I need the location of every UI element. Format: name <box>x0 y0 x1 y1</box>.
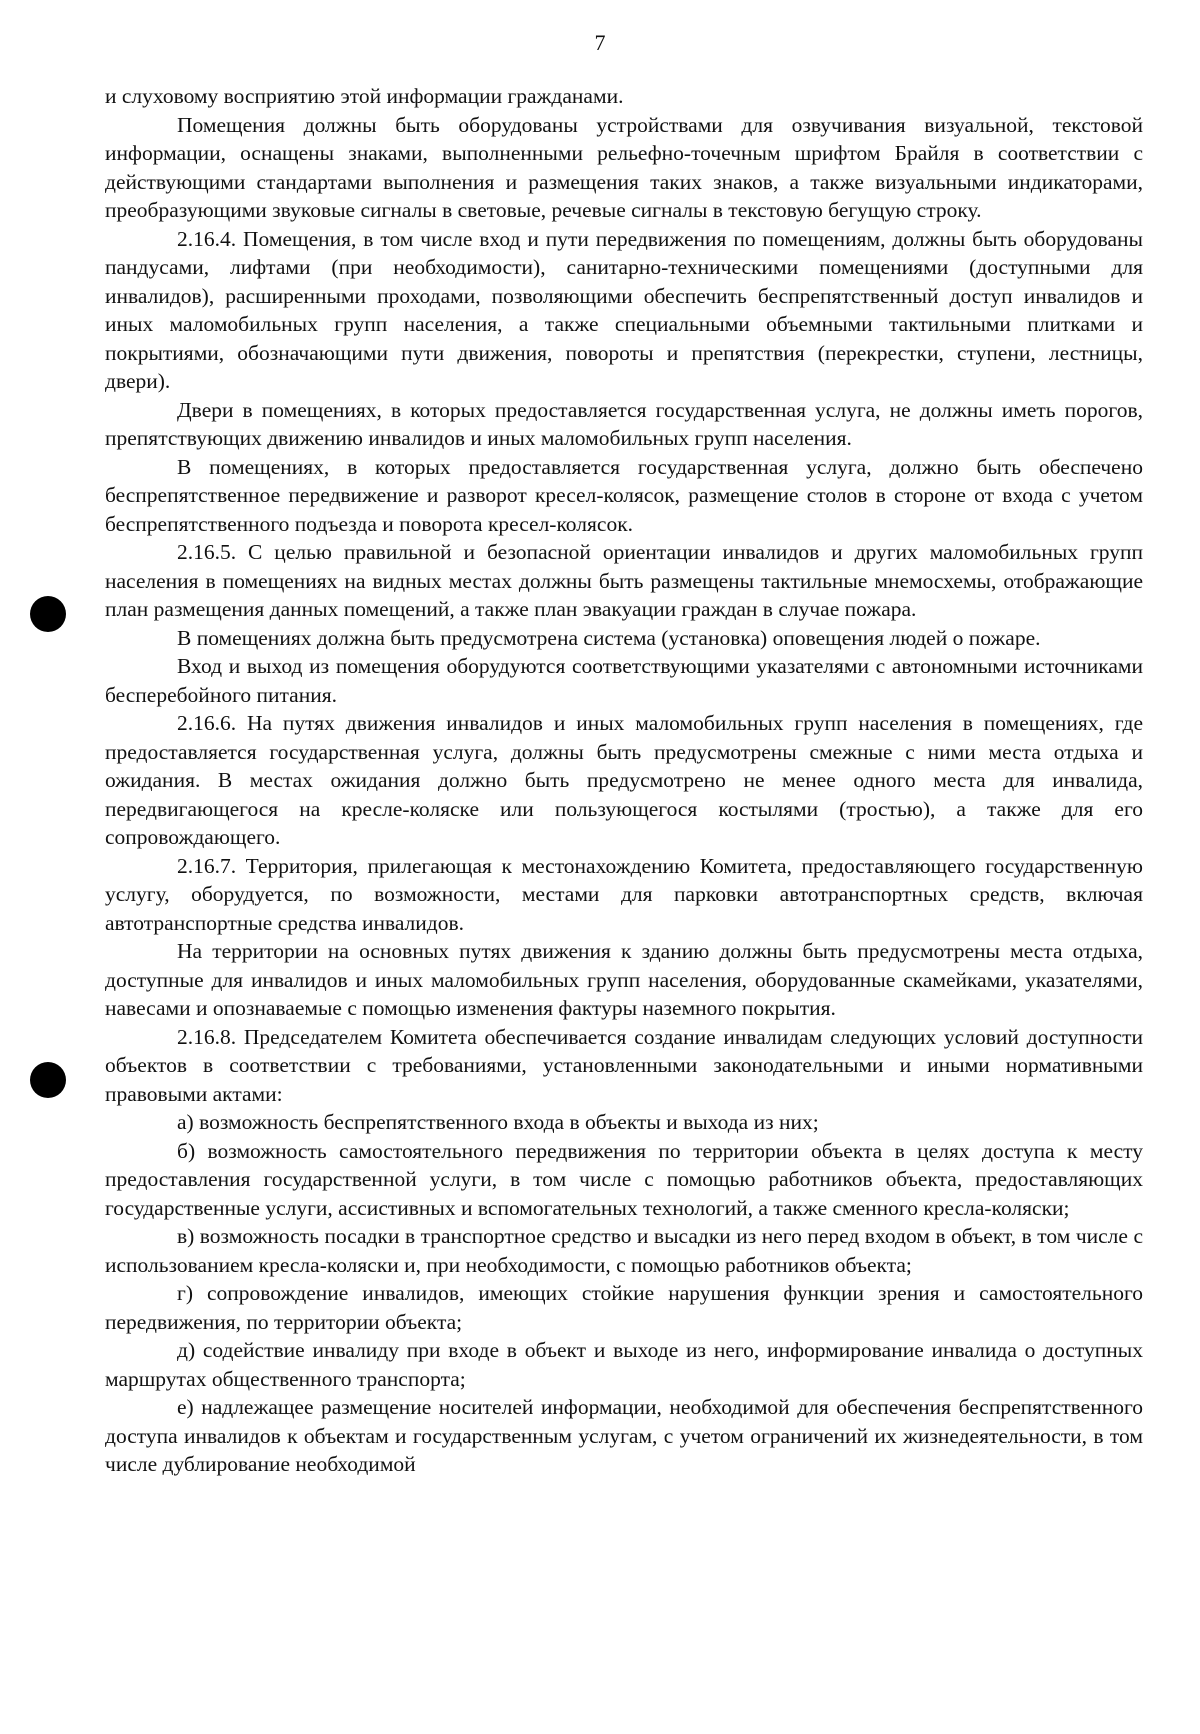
paragraph-2-16-5: 2.16.5. С целью правильной и безопасной ориентации инвалидов и других маломобильных групп населения в помещениях на видных местах должны быть размещены тактильные мнемосхемы, отображающие план размещения данных помещений, а также план эвакуации граждан в случае пожара. <box>105 540 1143 621</box>
paragraph: Помещения должны быть оборудованы устройствами для озвучивания визуальной, текстовой информации, оснащены знаками, выполненными рельефно-точечным шрифтом Брайля в соответствии с действующими стандартами выполнения и размещения таких знаков, а также визуальными индикаторами, преобразующими звуковые сигналы в световые, речевые сигналы в текстовую бегущую строку. <box>105 112 1143 222</box>
page-number: 7 <box>594 30 606 55</box>
paragraph-2-16-7: 2.16.7. Территория, прилегающая к местонахождению Комитета, предоставляющего государственную услугу, оборудуется, по возможности, местами для парковки автотранспортных средств, включая автотранспортные средства инвалидов. <box>105 853 1143 935</box>
paragraph: В помещениях, в которых предоставляется государственная услуга, должно быть обеспечено беспрепятственное передвижение и разворот кресел-колясок, размещение столов в стороне от входа с учетом беспрепятственного подъезда и поворота кресел-колясок. <box>105 454 1143 536</box>
paragraph-2-16-4: 2.16.4. Помещения, в том числе вход и пути передвижения по помещениям, должны быть оборудованы пандусами, лифтами (при необходимости), санитарно-техническими помещениями (доступными для инвалидов), расширенными проходами, позволяющими обеспечить беспрепятственный доступ инвалидов и иных маломобильных групп населения, а также специальными объемными тактильными плитками и покрытиями, обозначающими пути движения, повороты и препятствия (перекрестки, ступени, лестницы, двери). <box>105 226 1143 393</box>
punch-hole-mark <box>30 1062 66 1098</box>
list-item-e: е) надлежащее размещение носителей информации, необходимой для обеспечения беспрепятственного доступа инвалидов к объектам и государственным услугам, с учетом ограничений их жизнедеятельности, в том числе дублирование необходимой <box>105 1395 1143 1476</box>
paragraph: Двери в помещениях, в которых предоставляется государственная услуга, не должны иметь порогов, препятствующих движению инвалидов и иных маломобильных групп населения. <box>105 397 1143 450</box>
list-item-d: д) содействие инвалиду при входе в объект и выходе из него, информирование инвалида о доступных маршрутах общественного транспорта; <box>105 1338 1143 1391</box>
paragraph-2-16-8: 2.16.8. Председателем Комитета обеспечивается создание инвалидам следующих условий доступности объектов в соответствии с требованиями, установленными законодательными и иными нормативными правовыми актами: <box>105 1024 1143 1106</box>
paragraph: На территории на основных путях движения к зданию должны быть предусмотрены места отдыха, доступные для инвалидов и иных маломобильных групп населения, оборудованные скамейками, указателями, навесами и опознаваемые с помощью изменения фактуры наземного покрытия. <box>105 939 1143 1020</box>
punch-hole-mark <box>30 596 66 632</box>
document-body <box>105 82 1143 1479</box>
paragraph-2-16-6: 2.16.6. На путях движения инвалидов и иных маломобильных групп населения в помещениях, где предоставляется государственная услуга, должны быть предусмотрены смежные с ними места отдыха и ожидания. В местах ожидания должно быть предусмотрено не менее одного места для инвалида, передвигающегося на кресле-коляске или пользующегося костылями (тростью), а также для его сопровождающего. <box>105 711 1143 849</box>
list-item-a: а) возможность беспрепятственного входа в объекты и выхода из них; <box>177 1110 819 1134</box>
paragraph-continuation: и слуховому восприятию этой информации гражданами. <box>105 84 624 108</box>
list-item-b: б) возможность самостоятельного передвижения по территории объекта в целях доступа к месту предоставления государственной услуги, в том числе с помощью работников объекта, предоставляющих государственные услуги, ассистивных и вспомогательных технологий, а также сменного кресла-коляски; <box>105 1138 1143 1220</box>
paragraph: В помещениях должна быть предусмотрена система (установка) оповещения людей о пожаре. <box>177 625 1041 650</box>
paragraph: Вход и выход из помещения оборудуются соответствующими указателями с автономными источниками бесперебойного питания. <box>105 654 1143 707</box>
list-item-g: г) сопровождение инвалидов, имеющих стойкие нарушения функции зрения и самостоятельного передвижения, по территории объекта; <box>105 1281 1143 1334</box>
list-item-v: в) возможность посадки в транспортное средство и высадки из него перед входом в объект, в том числе с использованием кресла-коляски и, при необходимости, с помощью работников объекта; <box>105 1224 1143 1277</box>
